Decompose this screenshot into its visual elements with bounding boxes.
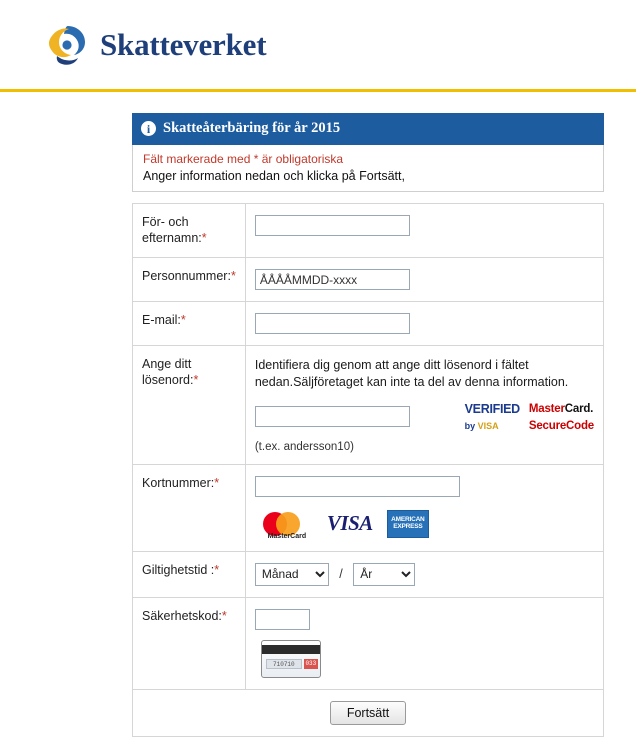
- cell-sakerhetskod: [245, 597, 603, 689]
- required-note: Fält markerade med * är obligatoriska: [143, 152, 344, 166]
- password-hint: (t.ex. andersson10): [254, 440, 354, 453]
- skatteverket-swirl-logo: [44, 23, 90, 67]
- label-sakerhetskod-text: Säkerhetskod:: [142, 608, 222, 623]
- label-password-text: Ange ditt lösenord:: [142, 357, 194, 387]
- label-email: [133, 302, 246, 346]
- amex-logo-icon: [387, 510, 429, 538]
- password-input[interactable]: [255, 406, 410, 427]
- expiry-month-select[interactable]: [255, 563, 329, 586]
- cell-giltighetstid: [245, 551, 603, 597]
- visa-logo-icon: [321, 509, 379, 539]
- label-kortnummer: [133, 464, 246, 551]
- row-personnummer: [133, 258, 604, 302]
- cell-password: [245, 346, 603, 464]
- row-submit: [133, 689, 604, 736]
- row-password: [133, 346, 604, 464]
- cvc-card-back-icon: [261, 640, 321, 678]
- password-input-row: [255, 400, 594, 434]
- label-kortnummer-text: Kortnummer:: [142, 475, 215, 490]
- security-badges: [465, 400, 594, 434]
- expiry-year-select[interactable]: [353, 563, 415, 586]
- instruction-note: Anger information nedan och klicka på Fortsätt,: [143, 169, 405, 183]
- msc-securecode: SecureCode: [528, 419, 594, 432]
- mastercard-logo-icon: [261, 508, 313, 540]
- card-title-text: Skatteåterbäring för år 2015: [163, 120, 341, 136]
- cell-name-input: [245, 204, 603, 258]
- mastercard-logo-text: MasterCard: [267, 532, 307, 540]
- site-header: [0, 0, 636, 92]
- continue-button[interactable]: Fortsätt: [330, 701, 406, 725]
- required-marker: *: [214, 475, 220, 490]
- cvc-code-highlight: 033: [305, 659, 317, 667]
- required-marker: *: [214, 562, 220, 577]
- cell-personnummer-input: [245, 258, 603, 302]
- cvc-input[interactable]: [255, 609, 310, 630]
- form-card: [132, 113, 604, 737]
- row-giltighetstid: [133, 551, 604, 597]
- visa-logo-text: VISA: [326, 511, 373, 536]
- required-marker: *: [201, 230, 207, 245]
- verified-by-visa-icon: [465, 401, 520, 433]
- cvc-signature-strip: 710710: [266, 659, 302, 669]
- row-name: [133, 204, 604, 258]
- amex-logo-text: AMERICAN EXPRESS: [391, 515, 425, 530]
- vbv-by: by: [464, 420, 476, 431]
- row-email: [133, 302, 604, 346]
- info-icon: i: [141, 121, 156, 136]
- msc-card: Card.: [564, 403, 594, 415]
- label-sakerhetskod: [133, 597, 246, 689]
- mastercard-securecode-icon: [529, 400, 594, 434]
- vbv-line1: VERIFIED: [464, 401, 520, 416]
- cvc-magnetic-stripe: [262, 645, 320, 654]
- notice-block: [132, 145, 604, 192]
- label-password: [133, 346, 246, 464]
- vbv-visa: VISA: [477, 420, 499, 431]
- label-personnummer-text: Personnummer:: [142, 269, 231, 284]
- required-marker: *: [193, 372, 199, 387]
- label-giltighetstid: [133, 551, 246, 597]
- expiry-separator: /: [339, 567, 343, 582]
- brand-title: Skatteverket: [100, 26, 267, 62]
- cell-email-input: [245, 302, 603, 346]
- label-email-text: E-mail:: [142, 313, 181, 328]
- required-marker: *: [230, 269, 236, 284]
- required-marker: *: [221, 608, 227, 623]
- cell-kortnummer: [245, 464, 603, 551]
- card-title-bar: [132, 113, 604, 145]
- card-brand-logos: [255, 508, 594, 540]
- name-input[interactable]: [255, 215, 410, 236]
- label-name: [133, 204, 246, 258]
- required-marker: *: [180, 313, 186, 328]
- password-description: Identifiera dig genom att ange ditt lösenord i fältet nedan.Säljföretaget kan inte ta del av denna information.: [254, 358, 569, 390]
- payment-form-table: [132, 203, 604, 737]
- email-input[interactable]: [255, 313, 410, 334]
- label-name-text: För- och efternamn:: [142, 215, 202, 245]
- label-giltighetstid-text: Giltighetstid :: [142, 562, 215, 577]
- brand-logo[interactable]: [44, 23, 266, 67]
- msc-master: Master: [528, 403, 565, 415]
- row-sakerhetskod: [133, 597, 604, 689]
- cell-submit: [133, 689, 604, 736]
- kortnummer-input[interactable]: [255, 476, 460, 497]
- label-personnummer: [133, 258, 246, 302]
- row-kortnummer: [133, 464, 604, 551]
- personnummer-input[interactable]: [255, 269, 410, 290]
